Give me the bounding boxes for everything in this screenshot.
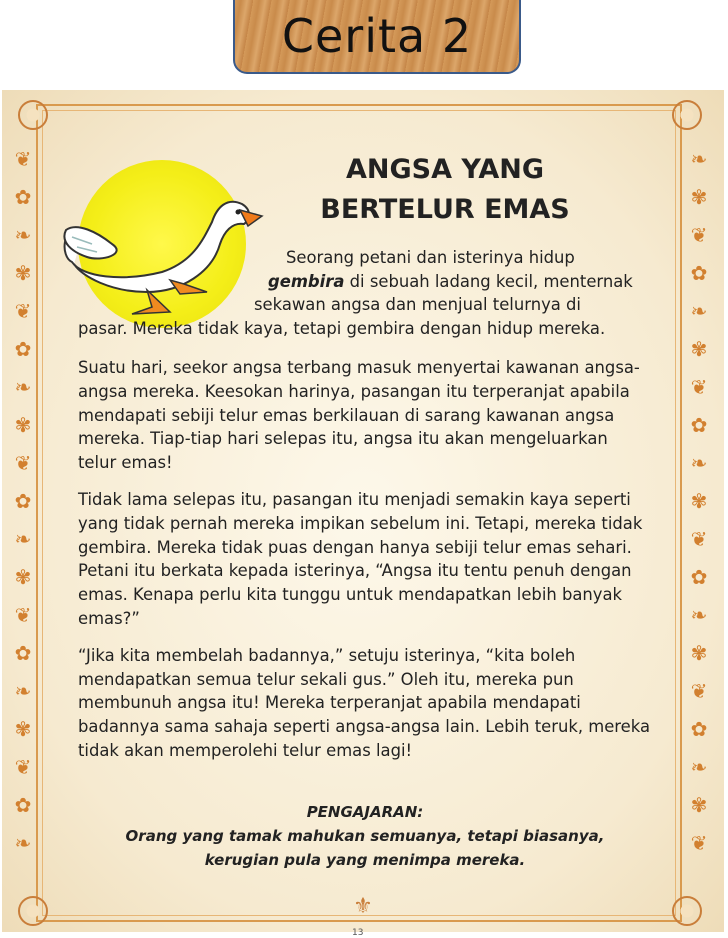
paragraph-1-line-2-rest: di sebuah ladang kecil, menternak [344, 271, 633, 291]
paragraph-2: Suatu hari, seekor angsa terbang masuk menyertai kawanan angsa-angsa mereka. Keesokan harinya, pasangan itu terperanjat apabila mendapati sebiji telur emas berkilauan di sarang kawanan angsa mereka. Tiap-tiap hari selepas itu, angsa itu akan mengeluarkan telur emas! [78, 358, 640, 473]
story-tab-label: Cerita 2 [281, 9, 473, 63]
paragraph-1-line-3: sekawan angsa dan menjual telurnya di [254, 295, 581, 314]
story-title-line2: BERTELUR EMAS [320, 194, 570, 225]
story-title [300, 150, 590, 230]
paragraph-3: Tidak lama selepas itu, pasangan itu menjadi semakin kaya seperti yang tidak pernah mereka impikan sebelum ini. Tetapi, mereka tidak gembira. Mereka tidak puas dengan hanya sebiji telur emas sehari. Petani itu berkata kepada isterinya, “Angsa itu tentu penuh dengan emas. Kenapa perlu kita tunggu untuk mendapatkan lebih banyak emas?” [78, 489, 643, 628]
story-tab [233, 0, 521, 74]
paragraph-1-line-1: Seorang petani dan isterinya hidup [286, 248, 575, 267]
lesson-line-2: kerugian pula yang menimpa mereka. [204, 851, 526, 869]
vine-left-icon: ❦ ✿ ❧ ✾ ❦ ✿ ❧ ✾ ❦ ✿ ❧ ✾ ❦ ✿ ❧ ✾ ❦ ✿ ❧ [14, 147, 32, 855]
vine-right-icon: ❧ ✾ ❦ ✿ ❧ ✾ ❦ ✿ ❧ ✾ ❦ ✿ ❧ ✾ ❦ ✿ ❧ ✾ ❦ [690, 147, 708, 855]
story-body [78, 356, 650, 776]
corner-ornament-bottom-right [672, 896, 702, 926]
corner-ornament-top-left [18, 100, 48, 130]
lesson-box [80, 800, 650, 872]
lesson-line-1: Orang yang tamak mahukan semuanya, tetapi biasanya, [125, 827, 605, 845]
corner-ornament-top-right [672, 100, 702, 130]
corner-ornament-bottom-left [18, 896, 48, 926]
paragraph-4: “Jika kita membelah badannya,” setuju isterinya, “kita boleh mendapatkan semua telur sekali gus.” Oleh itu, mereka pun membunuh angsa itu! Mereka terperanjat apabila mendapati badannya sama sahaja seperti angsa-angsa lain. Lebih teruk, mereka tidak akan memperolehi telur emas lagi! [78, 645, 651, 760]
paragraph-1-line-2 [78, 270, 650, 294]
story-title-line1: ANGSA YANG [345, 154, 545, 185]
emphasis-word: gembira [268, 271, 345, 291]
paragraph-1-line-4: pasar. Mereka tidak kaya, tetapi gembira dengan hidup mereka. [78, 318, 606, 338]
paragraph-1 [78, 246, 650, 340]
lesson-heading: PENGAJARAN: [306, 803, 424, 821]
fleur-ornament-icon: ⚜ [353, 894, 373, 919]
page-number: 13 [352, 928, 364, 938]
